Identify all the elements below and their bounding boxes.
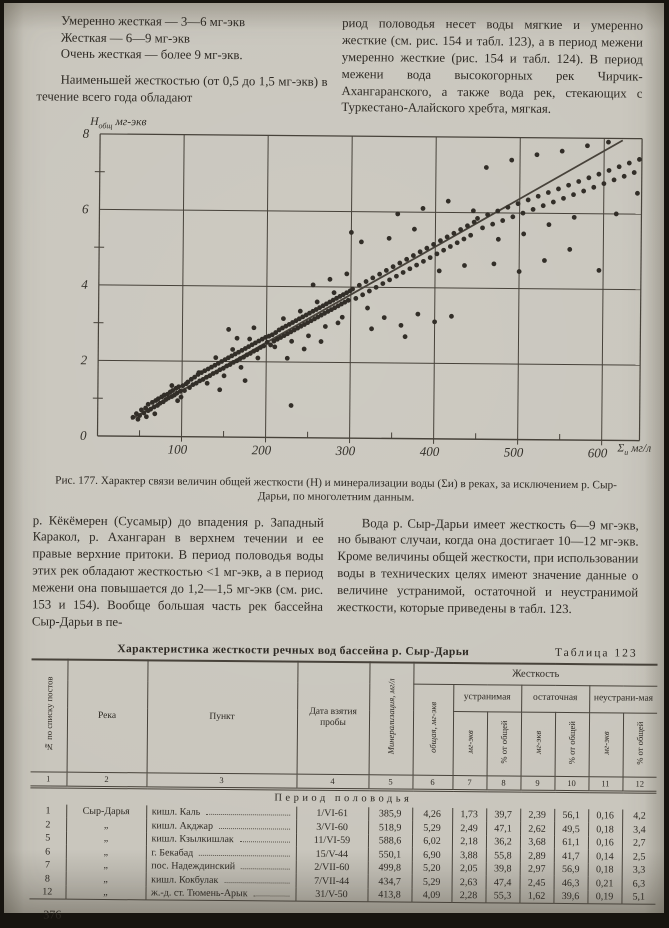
- table-cell: 6,90: [412, 848, 452, 862]
- column-number: 4: [296, 774, 368, 790]
- section-title: Период половодья: [30, 787, 656, 810]
- table-cell: 2,62: [520, 822, 554, 836]
- table-cell: 588,6: [368, 834, 412, 848]
- scatter-plot: [61, 120, 668, 477]
- table-cell: 3,4: [622, 823, 656, 837]
- table-cell: 0,18: [588, 863, 622, 877]
- header-pct: % от общей: [487, 712, 522, 776]
- table-title-bar: [32, 642, 638, 659]
- table-cell: 4,26: [412, 807, 452, 821]
- table-cell: 2,39: [520, 808, 554, 822]
- table-cell: Сыр-Дарья: [66, 804, 146, 818]
- svg-text:500: 500: [504, 445, 524, 460]
- table-cell: 0,19: [587, 890, 621, 904]
- table-cell: 5: [30, 831, 66, 845]
- table-number: Таблица 123: [555, 647, 638, 660]
- dot-leader: [199, 854, 289, 856]
- column-number: 8: [486, 776, 520, 791]
- page-number: 376: [43, 908, 635, 928]
- header-group-hardness: Жесткость: [413, 662, 657, 686]
- table-cell: 41,7: [554, 849, 588, 863]
- header-punkt: Пункт: [147, 660, 298, 774]
- header-mineralization: Минерализация, мг/л: [369, 662, 414, 775]
- svg-text:200: 200: [252, 443, 272, 458]
- table-cell: 6: [30, 845, 66, 859]
- table-cell: 49,5: [554, 822, 588, 836]
- header-sample-date: Дата взятия пробы: [297, 661, 370, 774]
- table-title: Характеристика жесткости речных вод бассейна р. Сыр-Дарьи: [32, 642, 555, 659]
- table-cell: 56,1: [554, 809, 588, 823]
- dot-leader: [219, 828, 290, 830]
- column-number: 12: [622, 777, 656, 792]
- table-cell: 2,05: [452, 862, 486, 876]
- table-cell: 2,5: [622, 850, 656, 864]
- dot-leader: [240, 841, 290, 842]
- table-cell: 5,29: [412, 875, 452, 889]
- data-points: [131, 136, 642, 426]
- table-cell: 0,16: [588, 836, 622, 850]
- column-number: 5: [368, 775, 412, 790]
- table-cell: 6,3: [622, 877, 656, 891]
- table-cell: 2,7: [622, 836, 656, 850]
- middle-left-paragraph: р. Кёкёмерен (Сусамыр) до впадения р. Западный Каракол, р. Ахангаран в верхнем течении и ее правые верхние притоки. В период половодья воды этих рек обладают жесткостью <1 мг-экв, а в период межени она повышается до 1,2—1,5 мг-экв (см. рис. 153 и 154). Вообще большая часть рек бассейна Сыр-Дарьи в пе-: [32, 512, 324, 633]
- hardness-line-2: Жесткая — 6—9 мг-экв: [61, 29, 328, 48]
- table-cell: 3,3: [622, 863, 656, 877]
- table-cell: ж.-д. ст. Тюмень-Арык: [145, 886, 295, 901]
- table-cell: 5,29: [412, 821, 452, 835]
- middle-text-columns: [32, 512, 639, 636]
- header-removable: устранимая: [453, 684, 521, 712]
- top-right-column: [341, 15, 643, 119]
- column-number: 7: [452, 775, 486, 790]
- table-cell: 3,68: [520, 835, 554, 849]
- table-cell: 36,2: [486, 835, 520, 849]
- column-number: 11: [588, 777, 622, 792]
- table-cell: 1,73: [452, 808, 486, 822]
- table-cell: „: [65, 885, 145, 900]
- table-cell: кишл. Кзылкишлак: [146, 832, 296, 847]
- column-number: 3: [146, 773, 296, 789]
- table-cell: 47,1: [486, 822, 520, 836]
- table-cell: 2,45: [520, 876, 554, 890]
- table-cell: „: [66, 818, 146, 832]
- table-cell: 0,16: [588, 809, 622, 823]
- table-cell: 1: [30, 804, 66, 818]
- header-mgekv: мг-экв: [453, 711, 488, 775]
- table-cell: 2: [30, 818, 66, 832]
- table-cell: „: [66, 845, 146, 859]
- svg-text:600: 600: [588, 446, 608, 461]
- table-cell: кишл. Акджар: [146, 819, 296, 834]
- table-cell: „: [66, 831, 146, 845]
- table-cell: 2,18: [452, 835, 486, 849]
- table-cell: 0,18: [588, 823, 622, 837]
- table-cell: 39,6: [553, 890, 587, 904]
- table-cell: 413,8: [367, 888, 411, 902]
- column-number: 6: [412, 775, 452, 790]
- table-cell: 2,63: [452, 875, 486, 889]
- table-cell: 4,2: [622, 809, 656, 823]
- table-cell: 385,9: [368, 807, 412, 821]
- figure-caption: Рис. 177. Характер связи величин общей жесткости (Н) и минерализации воды (Σи) в реках, за исключением р. Сыр-Дарьи, по многолетним данным.: [42, 474, 630, 507]
- middle-right-column: [337, 515, 639, 636]
- svg-text:4: 4: [81, 277, 88, 292]
- header-mgekv: мг-экв: [589, 713, 624, 777]
- svg-text:8: 8: [83, 126, 90, 141]
- table-cell: 47,4: [486, 876, 520, 890]
- hardness-line-1: Умеренно жесткая — 3—6 мг-экв: [61, 13, 328, 32]
- table-data-body: [29, 804, 656, 904]
- svg-text:300: 300: [335, 443, 356, 458]
- table-cell: г. Бекабад: [146, 846, 296, 861]
- column-number: 10: [554, 776, 588, 791]
- header-river: Река: [67, 659, 148, 772]
- table-cell: кишл. Каль: [146, 805, 296, 820]
- svg-text:6: 6: [82, 202, 89, 217]
- table-cell: „: [66, 858, 146, 872]
- header-mgekv: мг-экв: [521, 712, 556, 776]
- dot-leader: [224, 882, 289, 884]
- table-cell: 12: [29, 885, 65, 899]
- hardness-line-3: Очень жесткая — более 9 мг-экв.: [61, 46, 328, 65]
- middle-left-column: [32, 512, 324, 633]
- header-post-number: № по списку постов: [31, 659, 68, 772]
- column-number: 1: [30, 772, 66, 787]
- header-residual: остаточная: [521, 685, 589, 713]
- top-right-paragraph: риод половодья несет воды мягкие и умеренно жесткие (см. рис. 154 и табл. 123), а в период межени умеренно жесткие (рис. 154 и табл. 124). В период межени вода высокогорных рек Чирчик-Ахангаранского, а также вода рек, стекающих с Туркестано-Алайского хребта, мягкая.: [341, 15, 643, 119]
- svg-text:2: 2: [81, 353, 88, 368]
- table-cell: 0,21: [588, 877, 622, 891]
- table-cell: 61,1: [554, 836, 588, 850]
- column-number: 9: [520, 776, 554, 791]
- hardness-table: [29, 658, 657, 905]
- table-cell: 55,3: [485, 889, 519, 903]
- table-cell: 2,28: [451, 889, 485, 903]
- table-cell: 7/VII-44: [296, 874, 368, 888]
- header-pct: % от общей: [555, 712, 590, 776]
- table-cell: 5,1: [621, 890, 655, 904]
- x-axis-title: $\Sigma_и$ мг/л: [617, 443, 651, 458]
- table-cell: 39,8: [486, 862, 520, 876]
- table-cell: 39,7: [486, 808, 520, 822]
- header-nonremovable: неустрани-мая: [589, 686, 657, 714]
- table-cell: 3/VI-60: [296, 820, 368, 834]
- table-cell: 56,9: [554, 863, 588, 877]
- svg-text:400: 400: [420, 444, 440, 459]
- table-cell: 1/VI-61: [296, 806, 368, 820]
- table-cell: 2,97: [520, 862, 554, 876]
- dot-leader: [206, 814, 289, 816]
- table-cell: 55,8: [486, 849, 520, 863]
- table-cell: 2,49: [452, 821, 486, 835]
- top-left-column: [36, 12, 328, 116]
- scatter-plot-svg: [61, 120, 668, 477]
- header-pct: % от общей: [623, 713, 658, 777]
- middle-right-paragraph: Вода р. Сыр-Дарьи имеет жесткость 6—9 мг-экв, но бывают случаи, когда она достигает 10—12 мг-экв. Кроме величины общей жесткости, при использовании воды в технических целях имеют значение данные о величине устранимой, остаточной и неустранимой жесткости, которые приведены в табл. 123.: [337, 515, 639, 619]
- table-cell: 434,7: [368, 875, 412, 889]
- table-cell: 550,1: [368, 848, 412, 862]
- table-cell: 3,88: [452, 848, 486, 862]
- top-left-paragraph: Наименьшей жесткостью (от 0,5 до 1,5 мг-экв) в течение всего года обладают: [36, 71, 327, 107]
- table-cell: 2,89: [520, 849, 554, 863]
- svg-text:0: 0: [80, 428, 87, 443]
- table-cell: 31/V-50: [295, 887, 367, 902]
- hardness-classification-list: [37, 12, 328, 64]
- table-cell: 0,14: [588, 850, 622, 864]
- table-cell: 6,02: [412, 834, 452, 848]
- table-cell: 499,8: [368, 861, 412, 875]
- top-text-columns: [36, 12, 643, 119]
- table-cell: 46,3: [554, 876, 588, 890]
- table-cell: 4,09: [411, 888, 451, 902]
- table-cell: 7: [30, 858, 66, 872]
- header-total: общая, мг-экв: [413, 684, 454, 775]
- table-cell: пос. Надеждинский: [146, 859, 296, 874]
- table-cell: 11/VI-59: [296, 833, 368, 847]
- dot-leader: [254, 895, 289, 896]
- table-cell: 2/VII-60: [296, 860, 368, 874]
- table-cell: 1,62: [519, 889, 553, 903]
- svg-text:100: 100: [168, 442, 188, 457]
- table-cell: 8: [30, 872, 66, 886]
- table-cell: 5,20: [412, 861, 452, 875]
- book-page-scan: [4, 3, 664, 913]
- column-number: 2: [66, 772, 146, 788]
- dot-leader: [241, 868, 289, 869]
- table-cell: 518,9: [368, 821, 412, 835]
- table-cell: 15/V-44: [296, 847, 368, 861]
- table-cell: кишл. Кокбулак: [146, 873, 296, 888]
- y-axis-title: $Н_{общ}$ мг-экв: [90, 116, 146, 131]
- table-cell: „: [66, 872, 146, 886]
- page-content: [29, 12, 643, 928]
